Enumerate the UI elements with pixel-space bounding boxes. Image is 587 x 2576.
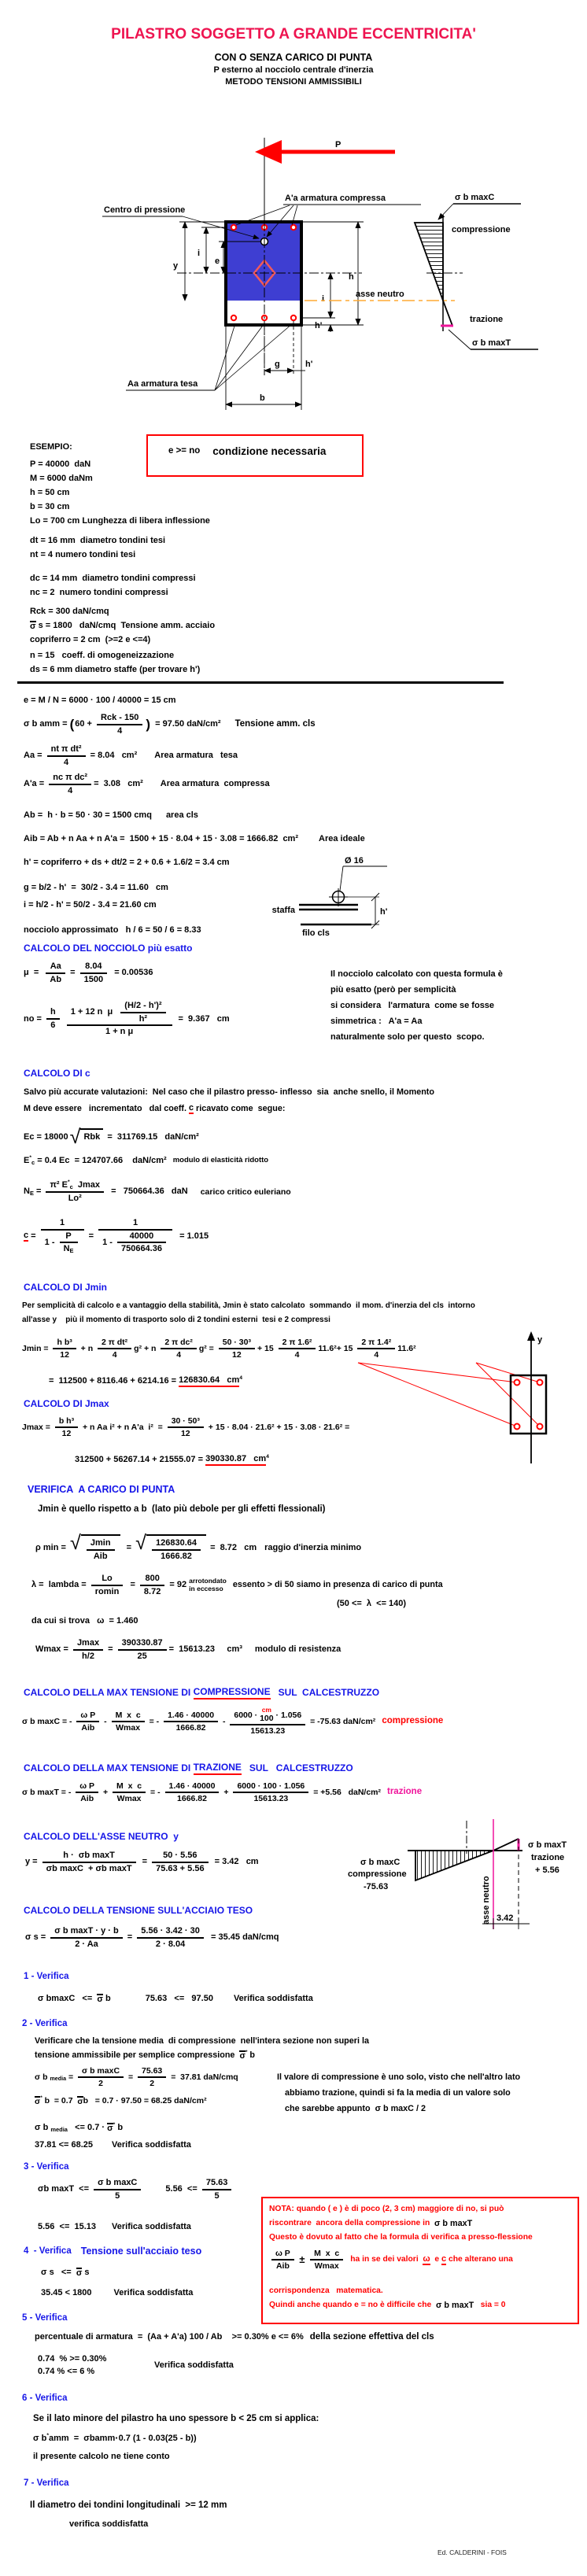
subtitle-2: P esterno al nocciolo centrale d'inerzia	[213, 65, 374, 75]
formula-jmin: Jmin = $\frac{\text{h b³}}{12}$ + n $\frac{\text{2 π dt²}}{4}$ g² + n $\frac{\text{2 π dc²}}{4}$ g² = $\frac{\text{50 · 30³}}{12}$ + 15 $\frac{\text{2 π 1.6²}}{4}$ 11.6²+ 15 $\frac{\text{2 π 1.4²}}{4}$ 11.6²	[22, 1338, 416, 1360]
valore-trazione: + 5.56	[535, 1866, 559, 1875]
staffa-detail-figure	[252, 851, 401, 942]
nota-3: Questo è dovuto al fatto che la formula di verifica a presso-flessione	[269, 2233, 533, 2242]
esempio-ds: ds = 6 mm diametro staffe (per trovare h')	[30, 665, 201, 674]
esempio-rck: Rck = 300 daN/cmq	[30, 607, 109, 616]
dim-i2-label: i	[322, 294, 325, 304]
nota-nocciolo-2: più esatto (però per semplicità	[330, 985, 456, 995]
formula-sigma-maxc: σ b maxC = - $\frac{\text{ω P}}{\text{Aib}}$ - $\frac{\text{M x c}}{Wmax}$ = - $\frac{1.46 \cdot 40000}{1666.82}$ - 6000 · cm 100 · 1.056 15613.23 = -75.63 daN/cm² compressione	[22, 1706, 444, 1736]
testo-lambda-range: (50 <= λ <= 140)	[337, 1599, 407, 1608]
verifica-1: σ bmaxC <= σ b 75.63 <= 97.50 Verifica soddisfatta	[38, 1994, 313, 2004]
trazione-label: trazione	[531, 1853, 565, 1862]
testo-jmin-2: all'asse y più il momento di trasporto solo di 2 tondini esterni tesi e 2 compressi	[22, 1316, 330, 1324]
heading-jmin: CALCOLO DI Jmin	[24, 1282, 108, 1293]
verifica-2-nota-2: abbiamo trazione, quindi si fa la media di un valore solo	[285, 2088, 511, 2098]
testo-c-2: M deve essere incrementato dal coeff. c ricavato come segue:	[24, 1103, 286, 1113]
heading-verifica-7: 7 - Verifica	[24, 2478, 69, 2488]
esempio-nc: nc = 2 numero tondini compressi	[30, 588, 168, 597]
formula-jmin-2: = 112500 + 8116.46 + 6214.16 = 126830.64 cm 4	[49, 1375, 243, 1386]
formula-ne: N E = π² E * c Jmax Lo² = 750664.36 daN carico critico euleriano	[24, 1179, 291, 1203]
dim-342-label: 3.42	[497, 1914, 514, 1923]
heading-jmax: CALCOLO DI Jmax	[24, 1398, 109, 1409]
testo-jmin-1: Per semplicità di calcolo e a vantaggio della stabilità, Jmin è stato calcolato sommando il mom. d'inerzia del cls intorno	[22, 1301, 475, 1310]
formula-g: g = b/2 - h' = 30/2 - 3.4 = 11.60 cm	[24, 883, 168, 892]
esempio-lo: Lo = 700 cm Lunghezza di libera inflessione	[30, 516, 210, 526]
formula-y: y = $\frac{\text{h · σb maxT}}{\text{σb maxC + σb maxT}}$ = $\frac{50 \cdot 5.56}{75.63 + 5.56}$ = 3.42 cm	[25, 1851, 259, 1873]
dim-e-label: e	[215, 256, 220, 266]
p-label: P	[335, 140, 341, 149]
nota-2: riscontrare ancora della compressione in σ b maxT	[269, 2219, 473, 2228]
asse-neutro-label: asse neutro	[356, 290, 404, 299]
formula-a1a: A'a = $\frac{\text{nc π dc²}}{4}$ = 3.08 cm² Area armatura compressa	[24, 773, 270, 795]
esempio-n: n = 15 coeff. di omogeneizzazione	[30, 651, 175, 660]
dim-y-label: y	[173, 261, 179, 271]
verifica-2-result: 37.81 <= 68.25 Verifica soddisfatta	[35, 2140, 191, 2150]
trazione-label: trazione	[470, 315, 504, 324]
heading-verifica-1: 1 - Verifica	[24, 1972, 69, 1981]
verifica-2-cond: σ b media <= 0.7 · σ * b	[35, 2122, 124, 2134]
formula-jmax-2: 312500 + 56267.14 + 21555.07 = 390330.87 cm 4	[75, 1453, 269, 1464]
formula-mu: μ = $\frac{Aa}{Ab}$ = $\frac{8.04}{1500}$ = 0.00536	[24, 961, 153, 984]
nota-4: $\frac{\text{ω P}}{\text{Aib}}$ ± $\frac{\text{M x c}}{Wmax}$ ha in se dei valori ω e c che alterano una	[269, 2249, 513, 2271]
heading-verifica-punta: VERIFICA A CARICO DI PUNTA	[28, 1484, 175, 1495]
verifica-3: σb maxT <= $\frac{\text{σ b maxC}}{5}$ 5.56 <= $\frac{75.63}{5}$	[38, 2178, 234, 2201]
heading-compressione: CALCOLO DELLA MAX TENSIONE DI COMPRESSIONE SUL CALCESTRUZZO	[24, 1686, 380, 1698]
formula-lambda: λ = lambda = $\frac{Lo}{romin}$ = $\frac{800}{8.72}$ = 92 arrotondato in eccesso essento > di 50 siamo in presenza di carico di punta	[31, 1574, 443, 1596]
subtitle-1: CON O SENZA CARICO DI PUNTA	[214, 52, 373, 63]
testo-c-1: Salvo più accurate valutazioni: Nel caso che il pilastro presso- inflesso sia anche snello, il Momento	[24, 1087, 434, 1097]
formula-sigma-media: σ b media = $\frac{\text{σ b maxC}}{2}$ = $\frac{75.63}{2}$ = 37.81 daN/cmq	[35, 2066, 238, 2089]
load-arrow	[255, 138, 395, 222]
verifica-2-testo-1: Verificare che la tensione media di compressione nell'intera sezione non superi la	[35, 2036, 369, 2046]
asse-neutro-line	[305, 290, 455, 301]
verifica-2-nota-1: Il valore di compressione è uno solo, visto che nell'altro lato	[277, 2072, 521, 2082]
heading-verifica-2: 2 - Verifica	[22, 2019, 68, 2028]
heading-verifica-6: 6 - Verifica	[22, 2393, 68, 2403]
formula-wmax: Wmax = $\frac{Jmax}{h/2}$ = $\frac{390330.87}{25}$ = 15613.23 cm³ modulo di resistenza	[35, 1638, 341, 1661]
y-axis-label: y	[537, 1335, 543, 1345]
formula-no: no = $\frac{h}{6}$ 1 + 12 n μ $\frac{\text{(H/2 - h')²}}{\text{h²}}$ 1 + n μ = 9.367 cm	[24, 1001, 230, 1037]
verifica-4-result: 35.45 < 1800 Verifica soddisfatta	[41, 2288, 194, 2297]
filo-cls-label: filo cls	[302, 928, 330, 938]
divider	[17, 681, 504, 684]
formula-sigma-b-amm: σ b amm = ( 60 + $\frac{\text{Rck - 150}}{4}$ ) = 97.50 daN/cm² Tensione amm. cls	[24, 713, 316, 736]
verifica-5-r2: 0.74 % <= 6 %	[38, 2367, 95, 2376]
heading-verifica-3: 3 - Verifica	[24, 2162, 69, 2172]
esempio-m: M = 6000 daNm	[30, 474, 93, 483]
nota-nocciolo-5: naturalmente solo per questo scopo.	[330, 1032, 485, 1042]
formula-c: c = 1 1 - P N E = 1 1 - $\frac{40000}{750664.36}$ = 1.015	[24, 1218, 209, 1254]
formula-i: i = h/2 - h' = 50/2 - 3.4 = 21.60 cm	[24, 900, 157, 910]
formula-ec: Ec = 18000 √ Rbk = 311769.15 daN/cm²	[24, 1126, 199, 1148]
subtitle-3: METODO TENSIONI AMMISSIBILI	[225, 77, 362, 87]
condizione: e >= no condizione necessaria	[168, 445, 327, 457]
dim-h2-label: h'	[305, 360, 313, 369]
heading-trazione: CALCOLO DELLA MAX TENSIONE DI TRAZIONE SUL CALCESTRUZZO	[24, 1762, 353, 1773]
dim-h1-label: h'	[315, 321, 323, 330]
column-section	[177, 222, 362, 375]
title: PILASTRO SOGGETTO A GRANDE ECCENTRICITA'	[111, 26, 476, 42]
esempio-copriferro: copriferro = 2 cm (>=2 e <=4)	[30, 635, 151, 644]
esempio-title: ESEMPIO:	[30, 442, 72, 452]
nota-6: Quindi anche quando e = no è difficile che σ b maxT sia = 0	[269, 2301, 506, 2310]
staffa-label: staffa	[271, 906, 295, 915]
nota-5: corrispondenza matematica.	[269, 2286, 383, 2295]
verifica-7-testo: Il diametro dei tondini longitudinali >= 12 mm	[30, 2500, 227, 2510]
sigma-bmaxc-label: σ b maxC	[360, 1858, 401, 1867]
formula-sigma-s: σ s = $\frac{\text{σ b maxT · y · b}}{2 \cdot Aa}$ = $\frac{5.56 \cdot 3.42 \cdot 30}{2 \cdot 8.04}$ = 35.45 daN/cmq	[25, 1926, 279, 1949]
formula-sigma-amm-07: σ * b = 0.7 σ b = 0.7 · 97.50 = 68.25 daN/cm²	[35, 2095, 207, 2106]
verifica-7-result: verifica soddisfatta	[69, 2519, 149, 2529]
sigma-bmaxt-label: σ b maxT	[472, 338, 511, 348]
verifica-2-testo-2: tensione ammissibile per semplice compressione σ * b	[35, 2050, 256, 2061]
nota-nocciolo-1: Il nocciolo calcolato con questa formula è	[330, 969, 503, 979]
formula-h1: h' = copriferro + ds + dt/2 = 2 + 0.6 + 1.6/2 = 3.4 cm	[24, 858, 230, 867]
testo-omega: da cui si trova ω = 1.460	[31, 1616, 138, 1626]
heading-acciaio: CALCOLO DELLA TENSIONE SULL'ACCIAIO TESO	[24, 1905, 253, 1916]
esempio-nt: nt = 4 numero tondini tesi	[30, 550, 136, 559]
nota-1: NOTA: quando ( e ) è di poco (2, 3 cm) maggiore di no, si può	[269, 2205, 504, 2213]
formula-aa: Aa = $\frac{\text{nt π dt²}}{4}$ = 8.04 cm² Area armatura tesa	[24, 744, 238, 767]
esempio-p: P = 40000 daN	[30, 459, 91, 469]
verifica-6-note: il presente calcolo ne tiene conto	[33, 2452, 170, 2461]
dim-b-label: b	[260, 393, 265, 403]
verifica-5: percentuale di armatura = (Aa + A'a) 100 / Ab >= 0.30% e <= 6% della sezione effettiva del cls	[35, 2332, 434, 2342]
verifica-6-formula: σ b * amm = σbamm · 0.7 (1 - 0.03(25 - b))	[33, 2432, 197, 2444]
sigma-bmaxt-label: σ b maxT	[528, 1840, 567, 1850]
verifica-3-result: 5.56 <= 15.13 Verifica soddisfatta	[38, 2222, 191, 2231]
dim-g-label: g	[275, 360, 280, 369]
heading-c: CALCOLO DI c	[24, 1068, 90, 1079]
verifica-2-nota-3: che sarebbe appunto σ b maxC / 2	[285, 2104, 426, 2113]
sigma-bmaxc-label: σ b maxC	[455, 193, 495, 202]
valore-compressione: -75.63	[364, 1882, 389, 1891]
diametro-16-label: Ø 16	[345, 856, 364, 865]
compressione-label: compressione	[348, 1869, 407, 1879]
esempio-dc: dc = 14 mm diametro tondini compressi	[30, 574, 196, 583]
esempio-h: h = 50 cm	[30, 488, 70, 497]
testo-punta: Jmin è quello rispetto a b (lato più debole per gli effetti flessionali)	[38, 1504, 326, 1514]
verifica-5-r1: 0.74 % >= 0.30%	[38, 2354, 107, 2364]
formula-aib: Aib = Ab + n Aa + n A'a = 1500 + 15 · 8.04 + 15 · 3.08 = 1666.82 cm² Area ideale	[24, 834, 365, 843]
column-section-figure	[87, 122, 559, 413]
nocciolo-approssimato: nocciolo approssimato h / 6 = 50 / 6 = 8.33	[24, 925, 201, 935]
esempio-sigma-s: σ s = 1800 daN/cmq Tensione amm. acciaio	[30, 621, 216, 631]
formula-sigma-maxt: σ b maxT = - $\frac{\text{ω P}}{\text{Aib}}$ + $\frac{\text{M x c}}{Wmax}$ = - $\frac{1.46 \cdot 40000}{1666.82}$ + $\frac{6000 \cdot 100 \cdot 1.056}{15613.23}$ = +5.56 daN/cm² trazione	[22, 1781, 423, 1804]
formula-ec-ridotto: E * c = 0.4 Ec = 124707.66 daN/cm² modulo di elasticità ridotto	[24, 1154, 269, 1166]
formula-e: e = M / N = 6000 · 100 / 40000 = 15 cm	[24, 696, 176, 705]
dim-h-label: h	[349, 272, 354, 282]
asse-neutro-vertical-label: asse neutro	[482, 1876, 491, 1925]
heading-verifica-5: 5 - Verifica	[22, 2313, 68, 2323]
neutral-axis-figure	[337, 1810, 587, 1939]
formula-ab: Ab = h · b = 50 · 30 = 1500 cmq area cls	[24, 810, 198, 820]
esempio-dt: dt = 16 mm diametro tondini tesi	[30, 536, 166, 545]
formula-jmax: Jmax = $\frac{\text{b h³}}{12}$ + n Aa i² + n A'a i² = $\frac{\text{30 · 50³}}{12}$ + 15 · 8.04 · 21.6² + 15 · 3.08 · 21.6² =	[22, 1416, 350, 1439]
verifica-4-cond: σ s <= σ s	[41, 2268, 90, 2278]
esempio-b: b = 30 cm	[30, 502, 70, 511]
h1-label: h'	[380, 907, 388, 917]
heading-asse-neutro: CALCOLO DELL'ASSE NEUTRO y	[24, 1831, 179, 1842]
footer: Ed. CALDERINI - FOIS	[437, 2548, 507, 2556]
armatura-tesa-label: Aa armatura tesa	[127, 379, 198, 389]
compressione-label: compressione	[452, 225, 511, 234]
verifica-6-testo: Se il lato minore del pilastro ha uno spessore b < 25 cm si applica:	[33, 2414, 319, 2423]
heading-verifica-4: 4 - Verifica Tensione sull'acciaio teso	[24, 2246, 202, 2257]
heading-nocciolo: CALCOLO DEL NOCCIOLO più esatto	[24, 943, 193, 954]
nota-nocciolo-3: si considera l'armatura come se fosse	[330, 1001, 495, 1010]
verifica-5-result: Verifica soddisfatta	[154, 2360, 234, 2370]
dim-i-label: i	[198, 249, 201, 258]
formula-rho: ρ min = √ $\frac{Jmin}{\text{Aib}}$ = √ $\frac{126830.64}{1666.82}$ = 8.72 cm raggio d'inerzia minimo	[35, 1532, 362, 1561]
nota-nocciolo-4: simmetrica : A'a = Aa	[330, 1017, 423, 1026]
stress-diagram	[415, 193, 538, 349]
armatura-compressa-label: A'a armatura compressa	[285, 194, 386, 203]
centro-pressione-label: Centro di pressione	[104, 205, 186, 215]
